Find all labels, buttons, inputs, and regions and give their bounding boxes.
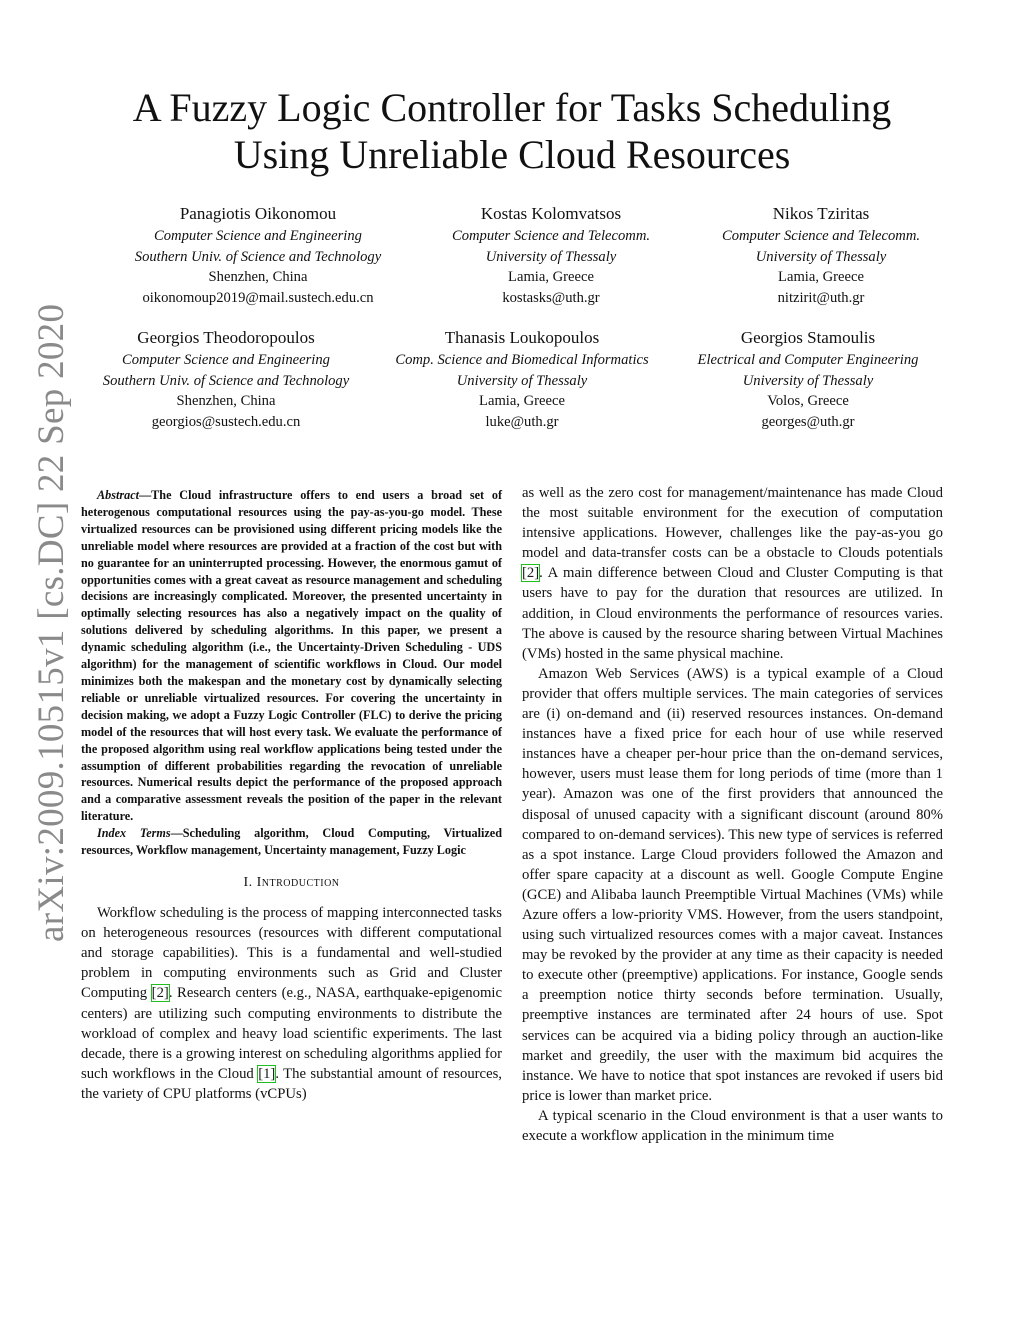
author-city: Lamia, Greece [778,269,864,286]
author-name: Nikos Tziritas [772,204,870,223]
author-inst: University of Thessaly [755,248,887,265]
author-city: Shenzhen, China [208,269,308,286]
citation-link[interactable]: [2] [522,565,540,582]
author-block-3 [651,202,991,309]
section-title: Introduction [256,874,340,890]
title-line-2: Using Unreliable Cloud Resources [233,132,791,177]
paper-title [0,84,1024,178]
author-name: Kostas Kolomvatsos [480,204,622,223]
intro-paragraph [81,903,502,1104]
author-city: Lamia, Greece [479,393,565,410]
right-paragraph-1 [522,483,943,664]
intro-text-c: . The substantial amount of resources, the variety of CPU platforms (vCPUs) [81,1065,502,1102]
author-dept: Computer Science and Telecomm. [721,228,921,244]
author-dept: Computer Science and Telecomm. [451,228,651,244]
intro-text-b: . Research centers (e.g., NASA, earthquake-epigenomic centers) are utilizing such computing environments to distribute the workload of complex and heavy load scientific experiments. The last decade, there is a growing interest on scheduling algorithms applied for such workflows in the Cloud [81,985,502,1082]
author-name: Georgios Stamoulis [740,328,876,347]
author-inst: University of Thessaly [456,372,588,389]
index-terms [81,825,502,859]
author-email[interactable]: georges@uth.gr [761,414,855,431]
author-name: Thanasis Loukopoulos [444,328,600,347]
author-city: Lamia, Greece [508,269,594,286]
abstract-label: Abstract [97,488,139,502]
author-email[interactable]: georgios@sustech.edu.cn [151,414,301,431]
author-block-1 [88,202,428,309]
right-paragraph-2: Amazon Web Services (AWS) is a typical example of a Cloud provider that offers multiple services. The main categories of services are (i) on-demand and (ii) reserved resources instances. On-demand instances have a fixed price for each hour of use while reserved instances have a cheaper per-hour price than the on-demand services, however, users must lease them for long periods of time (more than 1 year). Amazon was one of the first providers that announced the disposal of unused capacity with a significant discount (around 80% compared to on-demand services). This new type of services is referred as a spot instance. Large Cloud providers followed the Amazon and offer spare capacity at a discount as well. Google Compute Engine (GCE) and Alibaba launch Preemptible Virtual Machines (VMs) while Azure offers a low-priority VMS. However, from the users standpoint, using such virtualized resources comes with a major caveat. Instances may be revoked by the provider at any time as their capacity is needed to execute other (preemptive) applications. For instance, Google sends a preemption notice thirty seconds before termination. Usually, preemptive instances are terminated after 24 hours of use. Spot services can be acquired via a biding policy through an auction-like market and greedily, the user with the maximum bid acquires the instance. We have to notice that spot instances are revoked if users bid price is lower than market price. [522,665,943,1104]
author-city: Shenzhen, China [176,393,276,410]
right-text-b: . A main difference between Cloud and Cluster Computing is that users have to pay for the duration that resources are utilized. In addition, in Cloud environments the performance of resources varies. The above is caused by the resource sharing between Virtual Machines (VMs) hosted in the same physical machine. [522,565,943,662]
left-column [81,487,502,1104]
author-inst: Southern Univ. of Science and Technology [102,372,350,389]
intro-text-a: Workflow scheduling is the process of mapping interconnected tasks on heterogeneous resources (resources with different computational and storage capabilities). This is a fundamental and well-studied problem in computing environments such as Grid and Cluster Computing [81,905,502,1002]
right-paragraph-3: A typical scenario in the Cloud environment is that a user wants to execute a workflow application in the minimum time [522,1107,943,1144]
author-email[interactable]: luke@uth.gr [485,414,559,431]
arxiv-stamp: arXiv:2009.10515v1 [cs.DC] 22 Sep 2020 [31,303,72,942]
section-heading [81,873,502,893]
author-name: Panagiotis Oikonomou [179,204,337,223]
author-inst: University of Thessaly [485,248,617,265]
index-terms-label: Index Terms [97,826,171,841]
author-block-6 [638,326,978,433]
author-dept: Computer Science and Engineering [154,228,362,244]
abstract-text: —The Cloud infrastructure offers to end users a broad set of heterogenous computational resources using the pay-as-you-go model. These virtualized resources can be provisioned using different pricing models like the unreliable model where resources are provided at a fraction of the cost but with no guarantee for an uninterrupted processing. However, the enormous gamut of opportunities comes with a great caveat as resource management and scheduling decisions are increasingly complicated. Moreover, the presented uncertainty in optimally selecting resources has also a negatively impact on the quality of solutions delivered by scheduling algorithms. In this paper, we present a dynamic scheduling algorithm (i.e., the Uncertainty-Driven Scheduling - UDS algorithm) for the management of scientific workflows in Cloud. Our model minimizes both the makespan and the monetary cost by dynamically selecting reliable or unreliable virtualized resources. For covering the uncertainty in decision making, we adopt a Fuzzy Logic Controller (FLC) to derive the pricing model of the resources that will host every task. We evaluate the performance of the proposed algorithm using real workflow applications being tested under the assumption of different probabilities regarding the revocation of unreliable resources. Numerical results depict the performance of the proposed approach and a comparative assessment reveals the position of the paper in the relevant literature. [81,488,502,824]
author-inst: Southern Univ. of Science and Technology [134,248,382,265]
author-email[interactable]: kostasks@uth.gr [502,290,600,307]
author-dept: Computer Science and Engineering [122,352,330,368]
author-email[interactable]: oikonomoup2019@mail.sustech.edu.cn [142,290,374,307]
author-name: Georgios Theodoropoulos [137,328,315,347]
title-line-1: A Fuzzy Logic Controller for Tasks Scheduling [132,85,892,130]
author-city: Volos, Greece [767,393,849,410]
author-dept: Comp. Science and Biomedical Informatics [395,352,649,368]
right-column [522,483,943,1146]
citation-link[interactable]: [1] [258,1065,276,1082]
index-terms-text: —Scheduling algorithm, Cloud Computing, Virtualized resources, Workflow management, Uncertainty management, Fuzzy Logic [81,826,502,858]
right-text-a: as well as the zero cost for management/maintenance has made Cloud the most suitable environment for the execution of computation intensive applications. However, challenges like the pay-as-you go model and data-transfer costs can be a obstacle to Clouds potentials [522,485,943,562]
author-dept: Electrical and Computer Engineering [697,352,919,368]
author-inst: University of Thessaly [742,372,874,389]
citation-link[interactable]: [2] [151,985,169,1002]
section-number: I. [243,874,253,890]
abstract [81,487,502,825]
author-block-4 [56,326,396,433]
author-email[interactable]: nitzirit@uth.gr [777,290,865,307]
